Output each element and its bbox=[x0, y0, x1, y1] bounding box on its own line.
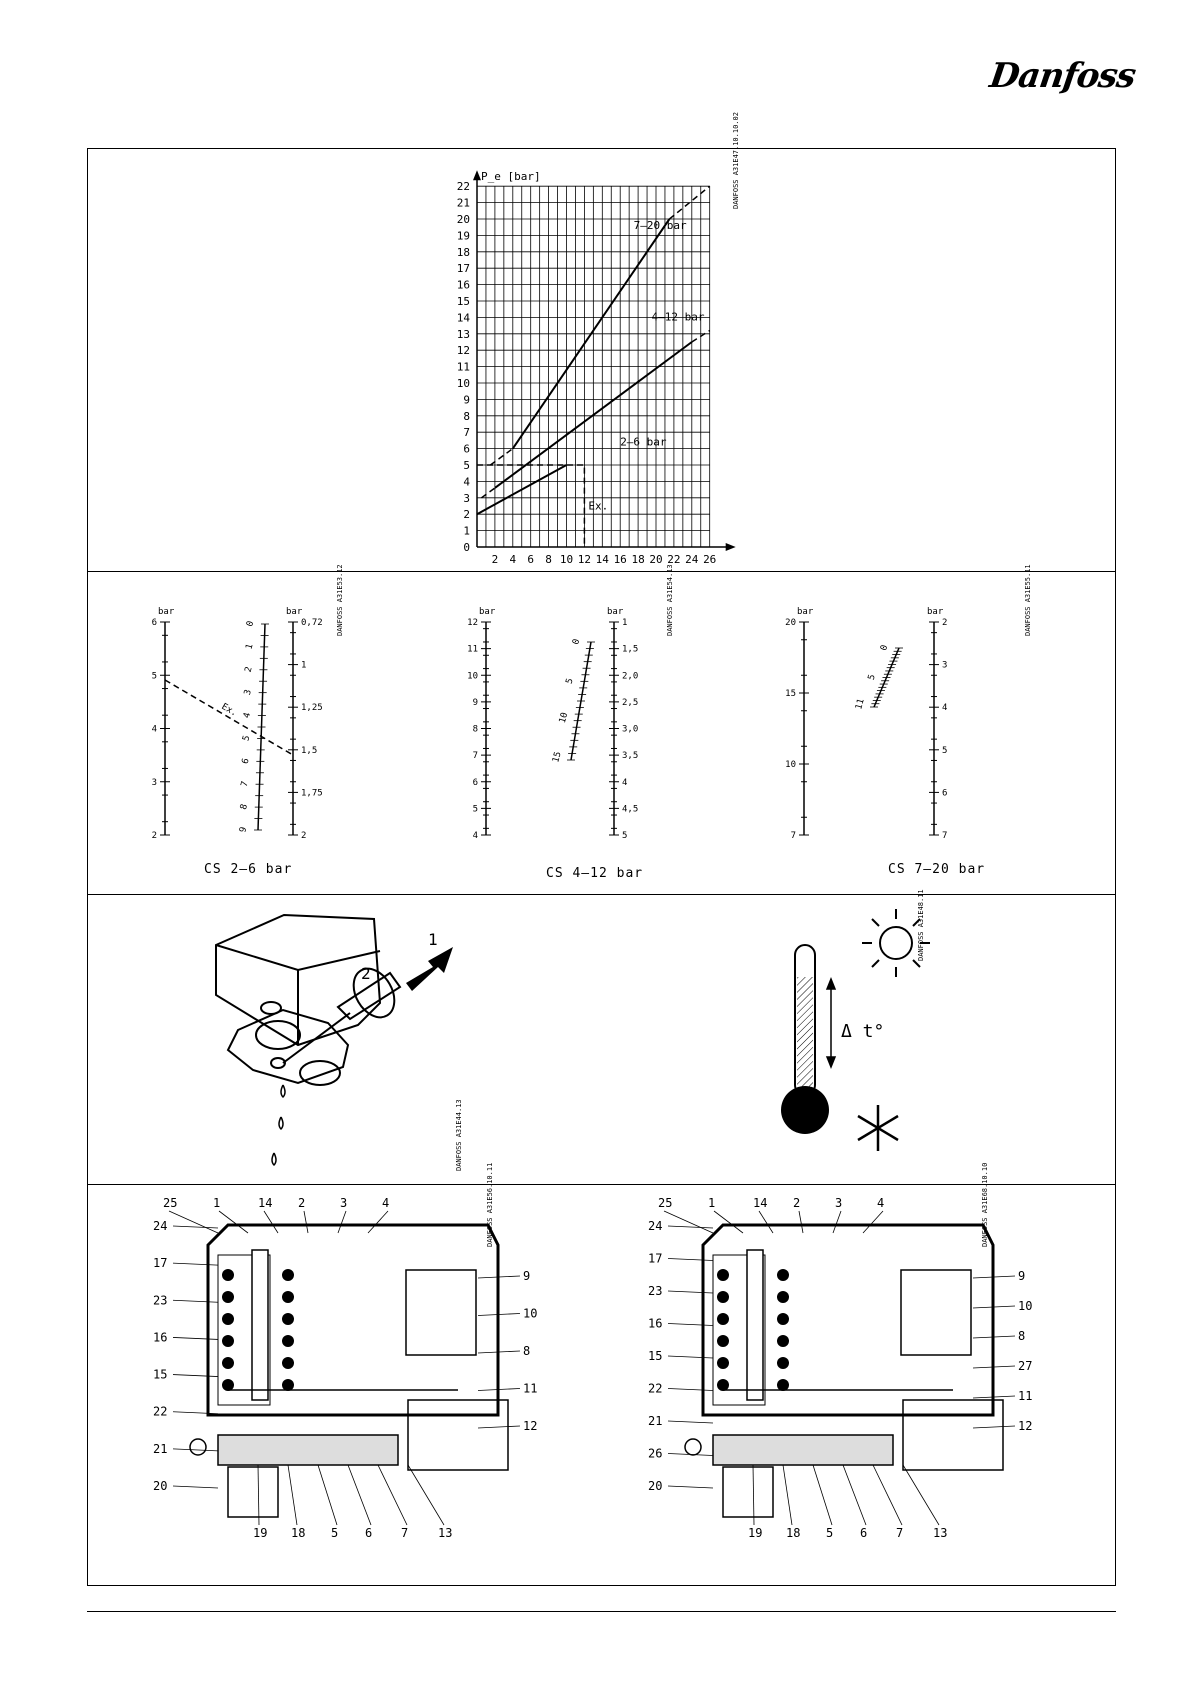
right-tick-label: 2 bbox=[942, 618, 948, 628]
callout-number: 20 bbox=[153, 1479, 168, 1493]
spring-coil bbox=[282, 1379, 294, 1391]
leader-line bbox=[318, 1465, 337, 1525]
spring-coil bbox=[717, 1335, 729, 1347]
leader-line bbox=[173, 1300, 218, 1302]
callout-number: 23 bbox=[153, 1293, 168, 1308]
maintenance-drawings bbox=[88, 895, 1114, 1185]
temp-drawing-code: DANFOSS A31E48.11 bbox=[917, 889, 925, 961]
dial-label: 11 bbox=[854, 697, 867, 711]
spring-coil bbox=[777, 1379, 789, 1391]
leader-line bbox=[668, 1486, 713, 1488]
y-tick-label: 7 bbox=[463, 426, 470, 440]
x-tick-label: 4 bbox=[509, 553, 517, 566]
y-tick-label: 8 bbox=[463, 409, 470, 423]
right-tick-label: 1,25 bbox=[301, 703, 323, 714]
left-tick-label: 8 bbox=[472, 724, 478, 735]
leader-line bbox=[753, 1465, 754, 1525]
leader-line bbox=[478, 1426, 520, 1428]
pressure-graph bbox=[88, 149, 1114, 572]
leader-line bbox=[668, 1421, 713, 1423]
spring-coil bbox=[777, 1357, 789, 1369]
leader-line bbox=[408, 1465, 444, 1525]
x-tick-label: 22 bbox=[667, 553, 681, 566]
left-tick-label: 10 bbox=[467, 671, 478, 682]
leader-line bbox=[668, 1389, 713, 1391]
right-tick-label: 4,5 bbox=[622, 804, 639, 815]
x-tick-label: 16 bbox=[613, 553, 627, 566]
left-tick-label: 4 bbox=[151, 724, 157, 735]
dial-label: 0 bbox=[879, 643, 891, 652]
left-tick-label: 7 bbox=[472, 751, 478, 762]
spring-coil bbox=[282, 1335, 294, 1347]
callout-number: 12 bbox=[523, 1419, 538, 1433]
spring-coil bbox=[777, 1291, 789, 1303]
contact-block bbox=[901, 1270, 971, 1355]
callout-number: 6 bbox=[860, 1526, 868, 1540]
example-label: Ex. bbox=[219, 701, 239, 719]
left-tick-label: 12 bbox=[467, 618, 478, 628]
scale-code-2: DANFOSS A31E54.13 bbox=[666, 564, 674, 636]
scale-title-2: CS 4–12 bar bbox=[546, 866, 644, 881]
callout-number: 9 bbox=[523, 1269, 531, 1283]
right-tick-label: 3 bbox=[942, 660, 948, 671]
right-tick-label: 1 bbox=[622, 618, 628, 628]
spring-coil bbox=[777, 1313, 789, 1325]
spring-coil bbox=[222, 1379, 234, 1391]
maintenance-panel bbox=[88, 889, 1115, 1185]
pressure-connection bbox=[723, 1467, 773, 1517]
dial-label: 4 bbox=[242, 711, 254, 720]
callout-number: 2 bbox=[298, 1196, 306, 1210]
callout-number: 19 bbox=[748, 1526, 763, 1540]
leader-line bbox=[973, 1426, 1015, 1428]
mounting-hole bbox=[190, 1439, 206, 1455]
right-tick-label: 3,0 bbox=[622, 724, 639, 735]
left-tick-label: 6 bbox=[151, 618, 157, 628]
left-tick-label: 6 bbox=[472, 777, 478, 788]
y-tick-label: 6 bbox=[463, 442, 470, 456]
callout-number: 8 bbox=[1018, 1329, 1026, 1343]
document-frame bbox=[87, 112, 1116, 1586]
callout-number: 4 bbox=[382, 1196, 390, 1210]
callout-number: 20 bbox=[648, 1479, 663, 1493]
x-tick-label: 26 bbox=[703, 553, 717, 566]
spring-coil bbox=[717, 1379, 729, 1391]
dial-label: 7 bbox=[239, 780, 251, 788]
scale-code-3: DANFOSS A31E55.11 bbox=[1024, 564, 1032, 636]
spring-coil bbox=[717, 1291, 729, 1303]
y-tick-label: 12 bbox=[456, 344, 470, 358]
callout-number: 25 bbox=[658, 1196, 673, 1210]
y-tick-label: 21 bbox=[456, 196, 470, 210]
callout-number: 10 bbox=[1018, 1299, 1033, 1313]
contact-block bbox=[406, 1270, 476, 1355]
callout-number: 7 bbox=[896, 1526, 904, 1540]
callout-number: 14 bbox=[753, 1196, 768, 1210]
y-tick-label: 9 bbox=[463, 393, 470, 407]
dial-label: 0 bbox=[571, 637, 583, 646]
x-tick-label: 12 bbox=[577, 553, 592, 566]
leader-line bbox=[173, 1263, 218, 1265]
callout-number: 22 bbox=[153, 1404, 168, 1419]
callout-number: 4 bbox=[877, 1196, 885, 1210]
dial-label: 5 bbox=[564, 677, 576, 686]
callout-number: 14 bbox=[258, 1196, 273, 1210]
spring-coil bbox=[222, 1335, 234, 1347]
leader-line bbox=[173, 1412, 218, 1414]
y-tick-label: 1 bbox=[463, 524, 470, 538]
dial-label: 5 bbox=[241, 734, 253, 743]
right-tick-label: 4 bbox=[942, 703, 948, 714]
right-tick-label: 2 bbox=[301, 831, 307, 841]
delta-t-label: Δ t° bbox=[841, 1021, 885, 1042]
callout-number: 7 bbox=[401, 1526, 409, 1540]
right-tick-label: 1 bbox=[301, 660, 307, 671]
leader-line bbox=[863, 1211, 883, 1233]
scale-unit-right: bar bbox=[286, 607, 303, 617]
scale-title-3: CS 7–20 bar bbox=[888, 862, 986, 877]
left-tick-label: 20 bbox=[785, 618, 796, 628]
callout-number: 27 bbox=[1018, 1359, 1033, 1373]
leader-line bbox=[668, 1356, 713, 1358]
leader-line bbox=[173, 1337, 218, 1339]
scale-unit-right: bar bbox=[927, 607, 944, 617]
y-tick-label: 17 bbox=[456, 262, 470, 276]
leader-line bbox=[759, 1211, 773, 1233]
right-tick-label: 5 bbox=[942, 745, 948, 756]
series-extension bbox=[481, 488, 494, 498]
callout-number: 16 bbox=[648, 1316, 663, 1331]
leader-line bbox=[668, 1226, 713, 1228]
scale-unit-left: bar bbox=[479, 607, 496, 617]
series-extension bbox=[490, 449, 512, 465]
left-tick-label: 11 bbox=[467, 644, 478, 655]
leader-line bbox=[173, 1449, 218, 1451]
screwdriver-drawing bbox=[283, 961, 403, 1063]
callout-number: 21 bbox=[153, 1441, 168, 1456]
leader-line bbox=[799, 1211, 803, 1233]
leader-line bbox=[813, 1465, 832, 1525]
right-tick-label: 7 bbox=[942, 831, 948, 841]
x-tick-label: 10 bbox=[559, 553, 574, 566]
callout-number: 17 bbox=[648, 1251, 663, 1266]
leader-line bbox=[169, 1211, 218, 1233]
series-label: 2–6 bar bbox=[620, 435, 667, 449]
pressure-switch-housing-drawing bbox=[216, 915, 380, 1085]
leader-line bbox=[668, 1259, 713, 1261]
adjusting-spindle bbox=[252, 1250, 268, 1400]
cutaway-code-1: DANFOSS A31E56.10.11 bbox=[486, 1162, 494, 1247]
callout-number: 1 bbox=[213, 1196, 221, 1210]
callout-number: 13 bbox=[438, 1526, 453, 1540]
series-label: 4–12 bar bbox=[651, 310, 705, 324]
spring-coil bbox=[222, 1357, 234, 1369]
cutaway-drawing bbox=[648, 1196, 1032, 1540]
scale-unit-left: bar bbox=[797, 607, 814, 617]
left-tick-label: 3 bbox=[151, 777, 157, 788]
right-tick-label: 1,75 bbox=[301, 788, 323, 799]
dial-label: 2 bbox=[243, 665, 255, 674]
y-axis-label: P_e [bar] bbox=[481, 170, 541, 184]
leader-line bbox=[378, 1465, 407, 1525]
callout-1: 1 bbox=[428, 930, 438, 949]
x-tick-label: 8 bbox=[545, 553, 552, 566]
left-tick-label: 4 bbox=[472, 831, 478, 841]
callout-number: 17 bbox=[153, 1256, 168, 1271]
spring-coil bbox=[717, 1313, 729, 1325]
right-tick-label: 4 bbox=[622, 777, 628, 788]
pressure-connection bbox=[228, 1467, 278, 1517]
callout-number: 25 bbox=[163, 1196, 178, 1210]
callout-number: 13 bbox=[933, 1526, 948, 1540]
mounting-hole bbox=[685, 1439, 701, 1455]
dial-label: 6 bbox=[240, 757, 252, 766]
spring-coil bbox=[777, 1269, 789, 1281]
left-tick-label: 5 bbox=[472, 804, 478, 815]
right-tick-label: 1,5 bbox=[622, 644, 639, 655]
scale-group bbox=[467, 607, 638, 841]
y-tick-label: 13 bbox=[456, 327, 470, 341]
callout-number: 10 bbox=[523, 1306, 538, 1321]
y-tick-label: 19 bbox=[456, 229, 470, 243]
dial-label: 10 bbox=[557, 711, 571, 725]
right-tick-label: 5 bbox=[622, 831, 628, 841]
dial-label: 8 bbox=[239, 803, 251, 811]
y-tick-label: 11 bbox=[456, 360, 470, 374]
x-tick-label: 14 bbox=[595, 553, 609, 566]
right-tick-label: 3,5 bbox=[622, 751, 639, 762]
scale-unit-left: bar bbox=[158, 607, 175, 617]
leader-line bbox=[173, 1486, 218, 1488]
spring-coil bbox=[282, 1313, 294, 1325]
scale-group bbox=[152, 607, 323, 841]
callout-number: 18 bbox=[291, 1526, 306, 1540]
left-tick-label: 10 bbox=[785, 760, 796, 770]
leader-line bbox=[338, 1211, 346, 1233]
spring-coil bbox=[282, 1357, 294, 1369]
cutaway-drawings bbox=[88, 1185, 1114, 1584]
x-tick-label: 20 bbox=[649, 553, 663, 566]
dial-label: 9 bbox=[238, 825, 250, 834]
right-tick-label: 1,5 bbox=[301, 745, 318, 756]
right-tick-label: 6 bbox=[942, 788, 948, 799]
logo-text: Danfoss bbox=[987, 56, 1138, 96]
drain-drawing-code: DANFOSS A31E44.13 bbox=[455, 1099, 463, 1171]
footer-rule bbox=[87, 1611, 1116, 1612]
example-label: Ex. bbox=[588, 499, 609, 513]
scale-group bbox=[785, 607, 947, 841]
leader-line bbox=[843, 1465, 866, 1525]
pressure-graph-panel bbox=[88, 112, 1115, 572]
spring-coil bbox=[222, 1291, 234, 1303]
y-tick-label: 4 bbox=[463, 475, 470, 489]
y-axis-arrow bbox=[473, 170, 481, 180]
callout-number: 11 bbox=[523, 1381, 538, 1396]
spring-coil bbox=[282, 1269, 294, 1281]
callout-number: 15 bbox=[153, 1367, 168, 1382]
leader-line bbox=[783, 1465, 792, 1525]
spring-coil bbox=[222, 1313, 234, 1325]
callout-number: 3 bbox=[835, 1196, 843, 1210]
callout-number: 19 bbox=[253, 1526, 268, 1540]
left-tick-label: 2 bbox=[151, 831, 157, 841]
scales-panel bbox=[88, 564, 1115, 895]
cutaway-drawing bbox=[153, 1196, 537, 1540]
dial-label: 1 bbox=[244, 642, 256, 651]
dial-label: 3 bbox=[242, 688, 254, 697]
leader-line bbox=[173, 1226, 218, 1228]
callout-number: 24 bbox=[153, 1219, 168, 1233]
scale-code-1: DANFOSS A31E53.12 bbox=[336, 564, 344, 636]
callout-number: 2 bbox=[793, 1196, 801, 1210]
y-tick-label: 14 bbox=[456, 311, 470, 325]
spring-coil bbox=[777, 1335, 789, 1347]
leader-line bbox=[664, 1211, 713, 1233]
right-tick-label: 2,0 bbox=[622, 671, 639, 682]
callout-number: 26 bbox=[648, 1446, 663, 1461]
callout-number: 23 bbox=[648, 1284, 663, 1298]
y-tick-label: 0 bbox=[463, 541, 470, 554]
left-tick-label: 7 bbox=[790, 831, 796, 841]
leader-line bbox=[368, 1211, 388, 1233]
water-drop-icon bbox=[272, 1085, 285, 1165]
callout-2: 2 bbox=[361, 964, 371, 983]
spring-coil bbox=[717, 1269, 729, 1281]
callout-number: 21 bbox=[648, 1414, 663, 1428]
graph-drawing-code: DANFOSS A31E47.10.10.02 bbox=[732, 112, 740, 209]
y-tick-label: 5 bbox=[463, 459, 470, 472]
left-tick-label: 9 bbox=[472, 697, 478, 708]
callout-number: 15 bbox=[648, 1349, 663, 1363]
scale-unit-right: bar bbox=[607, 607, 624, 617]
thermometer-icon bbox=[781, 945, 829, 1134]
example-line bbox=[165, 680, 293, 755]
leader-line bbox=[264, 1211, 278, 1233]
callout-number: 24 bbox=[648, 1219, 663, 1233]
callout-number: 8 bbox=[523, 1344, 531, 1358]
callout-number: 9 bbox=[1018, 1269, 1026, 1283]
y-tick-label: 20 bbox=[456, 213, 470, 226]
setting-scales bbox=[88, 572, 1114, 895]
dial-label: 5 bbox=[866, 673, 878, 682]
callout-number: 6 bbox=[365, 1526, 373, 1540]
graph-grid bbox=[477, 186, 710, 547]
danfoss-logo bbox=[987, 52, 1138, 108]
y-tick-label: 18 bbox=[456, 245, 470, 259]
adjusting-spindle bbox=[747, 1250, 763, 1400]
outlet-body bbox=[903, 1400, 1003, 1470]
spring-coil bbox=[222, 1269, 234, 1281]
callout-number: 12 bbox=[1018, 1419, 1033, 1433]
y-tick-label: 16 bbox=[456, 278, 470, 292]
snowflake-icon bbox=[858, 1105, 898, 1151]
y-tick-label: 22 bbox=[456, 180, 470, 194]
leader-line bbox=[288, 1465, 297, 1525]
leader-line bbox=[873, 1465, 902, 1525]
spring-coil bbox=[282, 1291, 294, 1303]
right-tick-label: 0,72 bbox=[301, 618, 323, 628]
callout-number: 18 bbox=[786, 1526, 801, 1540]
dial-label: 0 bbox=[245, 619, 257, 628]
leader-line bbox=[173, 1375, 218, 1377]
x-tick-label: 6 bbox=[527, 553, 535, 566]
x-tick-label: 2 bbox=[491, 553, 499, 566]
range-arrow-icon bbox=[827, 979, 835, 1067]
leader-line bbox=[668, 1324, 713, 1326]
scale-title-1: CS 2–6 bar bbox=[204, 862, 293, 877]
leader-line bbox=[903, 1465, 939, 1525]
diaphragm-housing bbox=[713, 1435, 893, 1465]
outlet-body bbox=[408, 1400, 508, 1470]
x-tick-label: 18 bbox=[631, 553, 645, 566]
cutaway-code-2: DANFOSS A31E68.10.10 bbox=[981, 1162, 989, 1247]
leader-line bbox=[668, 1291, 713, 1293]
leader-line bbox=[304, 1211, 308, 1233]
series-label: 7–20 bar bbox=[633, 218, 687, 232]
y-tick-label: 2 bbox=[463, 508, 470, 522]
leader-line bbox=[258, 1465, 259, 1525]
right-tick-label: 2,5 bbox=[622, 697, 639, 708]
leader-line bbox=[833, 1211, 841, 1233]
callout-number: 22 bbox=[648, 1381, 663, 1396]
left-tick-label: 5 bbox=[151, 671, 157, 682]
callout-number: 5 bbox=[826, 1526, 834, 1540]
leader-line bbox=[348, 1465, 371, 1525]
dial-label: 15 bbox=[551, 750, 564, 764]
callout-number: 1 bbox=[708, 1196, 716, 1210]
spring-coil bbox=[717, 1357, 729, 1369]
callout-number: 16 bbox=[153, 1330, 168, 1345]
x-tick-label: 24 bbox=[685, 553, 699, 566]
callout-number: 11 bbox=[1018, 1389, 1033, 1403]
cutaway-panel bbox=[88, 1162, 1115, 1584]
left-tick-label: 15 bbox=[785, 689, 796, 699]
y-tick-label: 10 bbox=[456, 377, 470, 390]
callout-number: 5 bbox=[331, 1526, 339, 1540]
arrow-icon bbox=[406, 947, 453, 991]
diaphragm-housing bbox=[218, 1435, 398, 1465]
y-tick-label: 15 bbox=[456, 295, 470, 308]
y-tick-label: 3 bbox=[463, 491, 470, 505]
callout-number: 3 bbox=[340, 1196, 348, 1210]
x-axis-arrow bbox=[726, 543, 736, 551]
